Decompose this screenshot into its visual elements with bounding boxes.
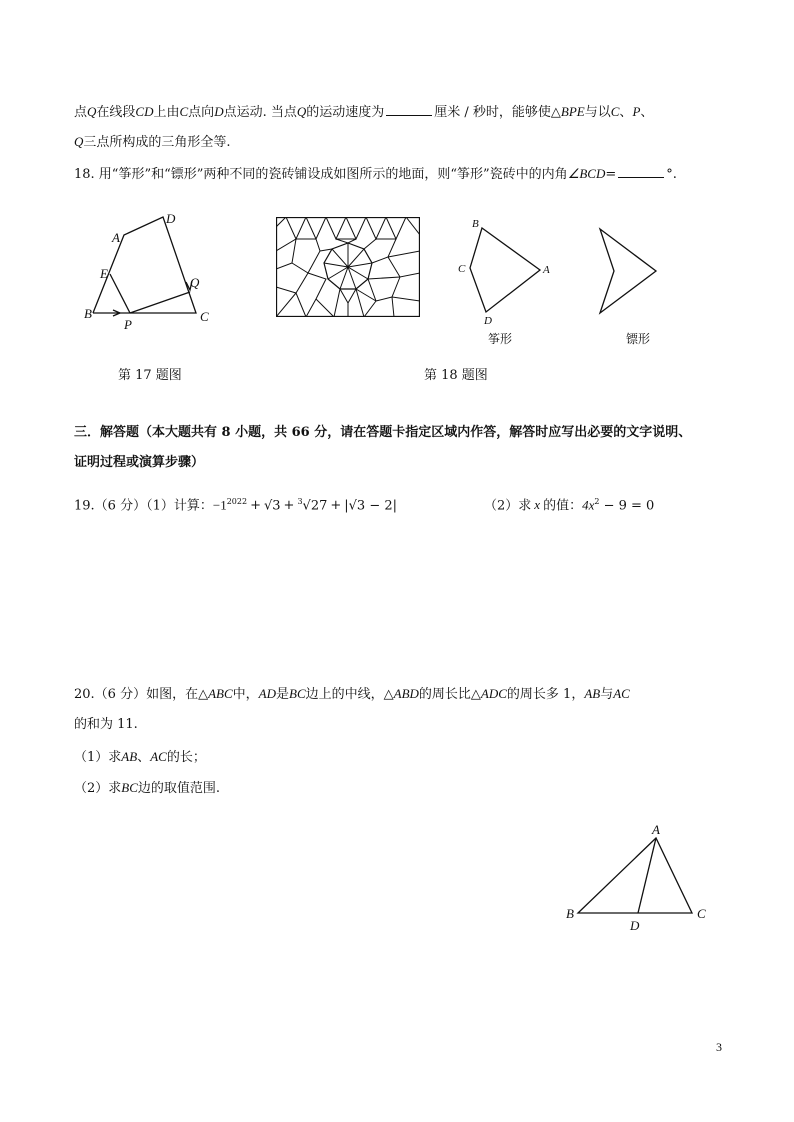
fig17-quadrilateral: [93, 217, 196, 313]
q20-t3: AD: [258, 686, 276, 701]
fig17-label-b: B: [84, 306, 92, 321]
q17-t9: Q: [296, 104, 307, 119]
q20-part2: [74, 779, 220, 798]
figure-20: [560, 818, 716, 936]
q19-p2-text: 的值：: [543, 498, 583, 514]
q17-t8: 点运动. 当点: [223, 105, 297, 120]
q19-expr-cbrt: √27: [302, 498, 328, 514]
fig20-label-d: D: [630, 918, 640, 933]
dart-name: 镖形: [626, 332, 651, 346]
q17-t7: D: [214, 104, 224, 119]
q20-p1-t1: AB: [121, 749, 138, 764]
q17-l2-t0: Q: [74, 134, 84, 149]
q20-p1-t0: （1）求: [74, 750, 122, 765]
q19-expr-exp: 2022: [226, 497, 248, 506]
q19-part1: [74, 493, 397, 515]
q19-expr-plus1: +: [250, 498, 261, 514]
fig17-label-p: P: [124, 317, 132, 330]
fig17-label-a: A: [112, 230, 120, 245]
q19-expr-minus: −1: [212, 497, 227, 513]
kite-label-a: A: [543, 264, 550, 276]
figure-17: [80, 205, 220, 330]
q20-t1: ABC: [208, 686, 233, 701]
q17-t10: 的运动速度为: [306, 105, 385, 120]
q20-p1-t2: 、: [137, 750, 151, 765]
q17-t15: 、: [619, 105, 633, 120]
q17-t0: 点: [74, 105, 88, 120]
q17-t12: BPE: [560, 104, 585, 119]
kite-label-b: B: [472, 218, 479, 230]
q18-text-b: °.: [666, 167, 677, 182]
fig17-label-q: Q: [190, 275, 200, 290]
q20-t4: 是: [276, 687, 290, 702]
kite-label-d: D: [484, 315, 492, 326]
figure-18-tiling: [276, 217, 420, 317]
fig20-median-ad: [638, 838, 656, 913]
q17-t1: Q: [87, 104, 97, 119]
q20-t0: 20.（6 分）如图，在△: [74, 687, 209, 702]
q17-t6: 点向: [188, 105, 215, 120]
q19-p2-var: x: [534, 497, 541, 513]
q20-t8: 的周长比△: [418, 687, 481, 702]
q17-text-line2: [74, 133, 231, 152]
q19-p2-expr-exp: 2: [594, 497, 600, 506]
q17-t4: 上由: [153, 105, 180, 120]
q19-expr-plus2: +: [283, 498, 295, 514]
q17-t17: 、: [640, 105, 654, 120]
q20-line1: [74, 685, 630, 704]
q17-t3: CD: [135, 104, 154, 119]
q18-text-a: 18. 用“筝形”和“镖形”两种不同的瓷砖铺设成如图所示的地面，则“筝形”瓷砖中的内角: [74, 167, 568, 182]
q17-text-line1: [74, 103, 653, 122]
q20-line2: 的和为 11.: [74, 717, 138, 732]
q20-t6: 边上的中线，△: [305, 687, 394, 702]
q20-t12: 与: [600, 687, 614, 702]
fig18-caption: 第 18 题图: [424, 368, 488, 383]
q20-t11: AB: [584, 686, 601, 701]
q20-t9: ADC: [480, 686, 507, 701]
q19-p1-label: 19.（6 分）（1）计算：: [74, 498, 213, 514]
fig20-label-c: C: [697, 906, 706, 921]
q17-t2: 在线段: [96, 105, 136, 120]
q19-expr-plus3: +: [330, 498, 342, 514]
q19-expr-cbrt-index: 3: [297, 497, 303, 506]
q20-t10: 的周长多 1，: [506, 687, 585, 702]
q18-answer-blank[interactable]: [618, 165, 664, 178]
section3-heading-line1: 三．解答题（本大题共有 8 小题，共 66 分，请在答题卡指定区域内作答，解答时应写出必要的文字说明、: [74, 425, 692, 440]
fig17-segment-pq: [130, 292, 190, 313]
page-number: 3: [716, 1040, 722, 1054]
section3-heading-line2: 证明过程或演算步骤）: [74, 455, 205, 470]
q20-t2: 中，: [232, 687, 259, 702]
q20-p2-t1: BC: [121, 780, 138, 795]
q17-t13: 与以: [584, 105, 611, 120]
q19-expr-abs: |√3 − 2|: [344, 498, 398, 514]
dart-shape: [600, 229, 656, 313]
q17-t5: C: [179, 104, 189, 119]
q19-p2-expr-b: − 9 = 0: [599, 498, 655, 514]
q18-eq: =: [605, 167, 617, 182]
q20-t5: BC: [289, 686, 306, 701]
figure-18-dart: [592, 224, 664, 318]
q17-t11: 厘米 / 秒时，能够使△: [434, 105, 561, 120]
q18-angle: ∠BCD: [567, 166, 606, 181]
fig17-segment-ep: [110, 274, 130, 313]
q19-part2: [484, 493, 654, 515]
q17-t16: P: [632, 104, 641, 119]
q17-t14: C: [610, 104, 620, 119]
fig17-caption: 第 17 题图: [118, 368, 182, 383]
q19-expr-sqrt3: √3: [263, 498, 281, 514]
q17-l2-t1: 三点所构成的三角形全等.: [83, 135, 231, 150]
q19-p2-label: （2）求: [484, 498, 532, 514]
fig17-label-d: D: [166, 211, 176, 226]
q20-p2-t0: （2）求: [74, 781, 122, 796]
q20-p2-t2: 边的取值范围.: [137, 781, 221, 796]
fig17-label-e: E: [100, 266, 108, 281]
fig20-triangle: [578, 838, 692, 913]
q18-text: [74, 165, 677, 184]
q17-answer-blank[interactable]: [386, 103, 432, 116]
kite-label-c: C: [458, 263, 466, 275]
q20-p1-t4: 的长；: [166, 750, 206, 765]
q20-part1: [74, 748, 206, 767]
kite-shape: [470, 228, 540, 312]
q20-t7: ABD: [393, 686, 419, 701]
kite-name: 筝形: [488, 332, 513, 346]
q20-p1-t3: AC: [150, 749, 167, 764]
fig20-label-b: B: [566, 906, 574, 921]
figure-18-kite: [452, 214, 562, 326]
fig20-label-a: A: [652, 822, 660, 837]
fig17-label-c: C: [200, 309, 209, 324]
q19-p2-expr-a: 4x: [582, 497, 595, 513]
q20-t13: AC: [613, 686, 630, 701]
